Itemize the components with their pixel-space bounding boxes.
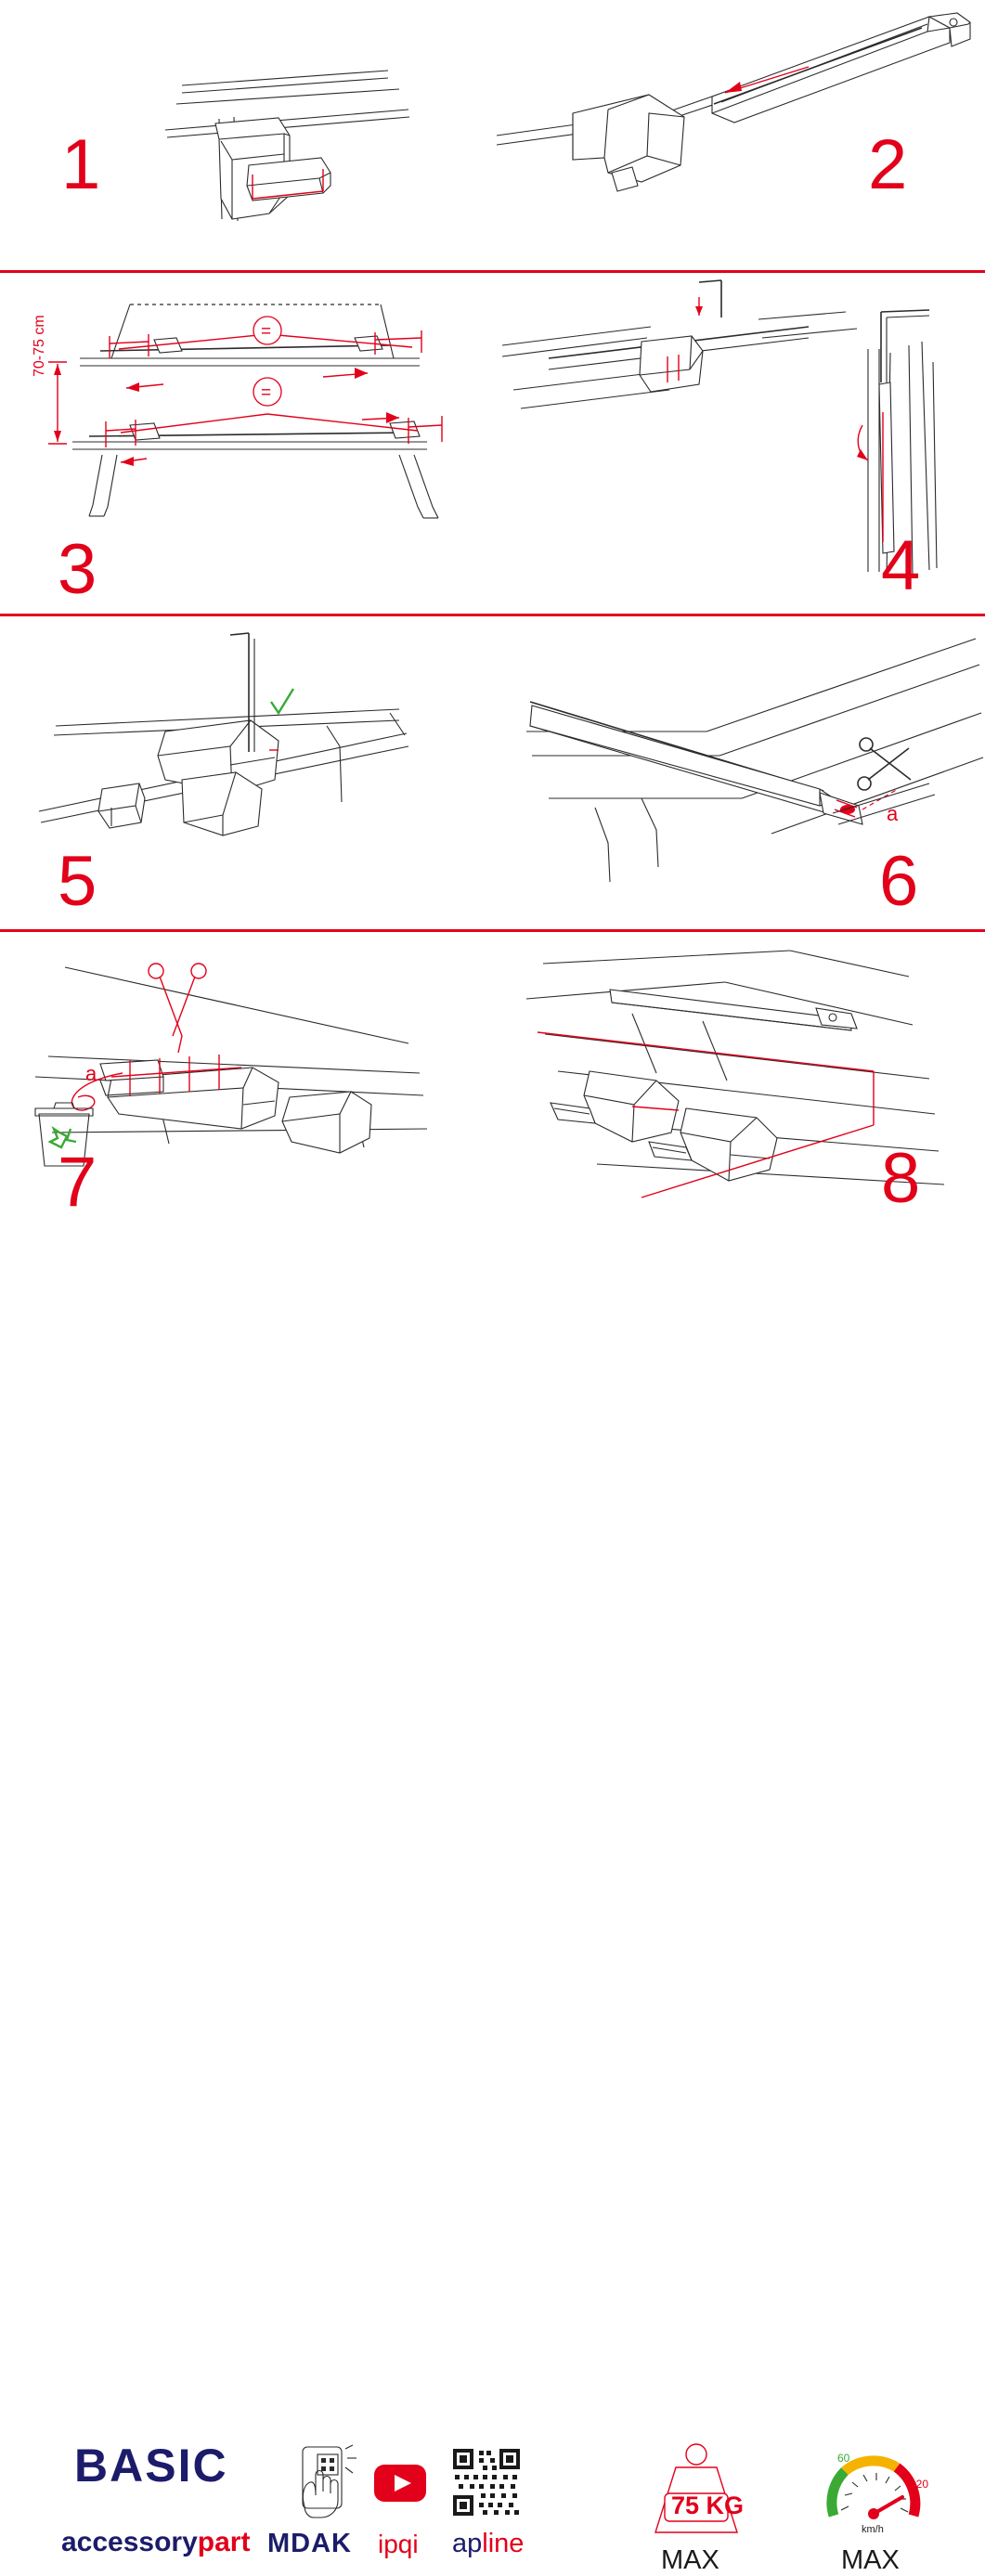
brand-line-text: line <box>482 2529 525 2558</box>
roof-rail <box>497 20 929 145</box>
speedometer-icon <box>832 2452 928 2535</box>
brand-apline <box>452 2529 524 2559</box>
youtube-icon-group <box>374 2465 426 2504</box>
step-number-7: 7 <box>58 1143 97 1222</box>
panel-step-2 <box>493 0 985 269</box>
qr-scan-hand-icon-group <box>286 2443 369 2523</box>
brand-part-text: part <box>197 2527 251 2557</box>
weight-value: 75 KG <box>671 2492 745 2519</box>
brand-basic: BASIC <box>74 2440 228 2492</box>
cross-bar <box>712 17 950 123</box>
equal-mark-top <box>253 317 281 344</box>
step-number-4: 4 <box>881 526 921 605</box>
foot-assembly-left <box>551 1071 679 1142</box>
distance-dimension <box>48 362 67 444</box>
speed-max-label: MAX <box>841 2545 900 2575</box>
footer-branding <box>0 1207 985 2575</box>
step-number-5: 5 <box>58 842 97 921</box>
step-number-6: 6 <box>879 842 919 921</box>
weight-icon-group <box>641 2441 752 2544</box>
step-number-8: 8 <box>881 1139 921 1218</box>
panel-step-3 <box>0 273 492 613</box>
speed-tick-60: 60 <box>837 2452 850 2465</box>
step-number-1: 1 <box>61 125 101 204</box>
panel-step-4 <box>493 273 985 613</box>
step-number-3: 3 <box>58 530 97 609</box>
brand-mdak: MDAK <box>267 2529 352 2558</box>
scissors-icon-7 <box>149 964 206 1053</box>
speed-tick-120: 120 <box>910 2478 929 2491</box>
panel-step-8 <box>493 932 985 1218</box>
qr-code-icon-group <box>453 2449 520 2516</box>
speedometer-icon-group <box>817 2440 938 2542</box>
rubber-pad <box>247 158 330 201</box>
panel-step-6 <box>493 616 985 928</box>
check-mark <box>271 689 293 713</box>
panel-step-7 <box>0 932 492 1222</box>
weight-max-label: MAX <box>661 2545 719 2575</box>
panel-step-5 <box>0 616 492 928</box>
phone-scan-icon <box>303 2445 356 2518</box>
equal-symbol-bottom: = <box>261 383 272 403</box>
cross-bar-6 <box>530 702 836 813</box>
brand-accessory-text: accessory <box>61 2527 198 2557</box>
equal-mark-bottom <box>253 378 281 406</box>
step-number-2: 2 <box>868 125 908 204</box>
rubber-strip-end <box>820 793 862 824</box>
dimension-label-70-75 <box>32 315 48 377</box>
scissors-icon <box>858 738 911 790</box>
speed-unit: km/h <box>862 2524 884 2535</box>
cross-bar-front <box>100 336 390 353</box>
equal-symbol-top: = <box>261 322 272 342</box>
cross-bar-foot-detail <box>98 720 279 835</box>
callout-a-step-6: a <box>887 802 899 825</box>
cross-bar-7 <box>108 1068 371 1153</box>
cross-bar-8 <box>610 990 851 1030</box>
clamp-foot <box>573 95 684 191</box>
panel-step-1 <box>0 0 492 269</box>
qr-code-icon <box>453 2449 520 2516</box>
dimension-value: 70-75 cm <box>32 315 47 377</box>
callout-a-step-7: a <box>85 1062 97 1085</box>
brand-ap-text: ap <box>452 2529 483 2558</box>
weight-icon <box>655 2444 744 2532</box>
brand-ipqi: ipqi <box>378 2530 419 2558</box>
roof-and-bar-detail <box>502 312 857 408</box>
brand-accessorypart <box>61 2527 250 2558</box>
allen-key-top <box>695 280 721 317</box>
